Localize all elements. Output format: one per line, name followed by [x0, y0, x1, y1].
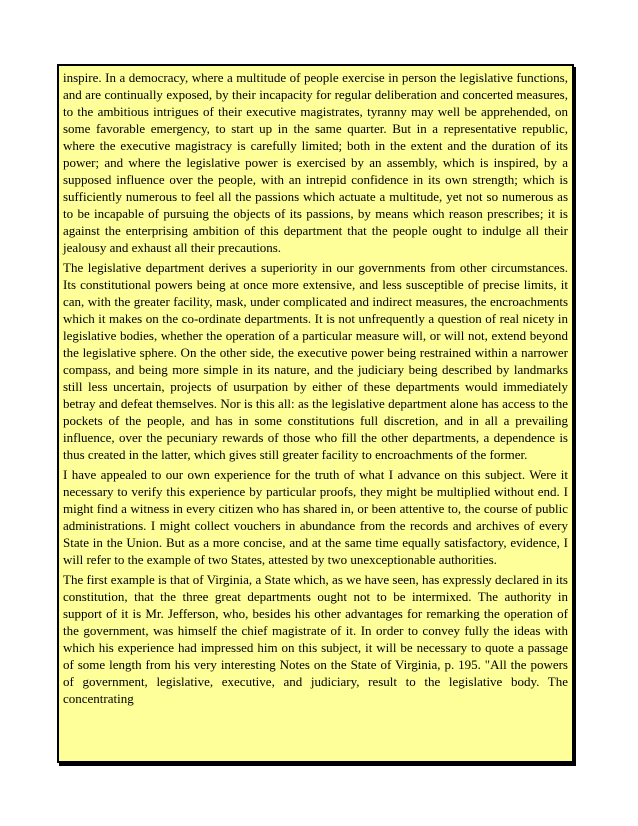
document-text-box [57, 64, 574, 763]
paragraph-1: inspire. In a democracy, where a multitude of people exercise in person the legislative functions, and are continually exposed, by their incapacity for regular deliberation and concerted measures, to the ambitious intrigues of their executive magistrates, tyranny may well be apprehended, on some favorable emergency, to start up in the same quarter. But in a representative republic, where the executive magistracy is carefully limited; both in the extent and the duration of its power; and where the legislative power is exercised by an assembly, which is inspired, by a supposed influence over the people, with an intrepid confidence in its own strength; which is sufficiently numerous to feel all the passions which actuate a multitude, yet not so numerous as to be incapable of pursuing the objects of its passions, by means which reason prescribes; it is against the enterprising ambition of this department that the people ought to indulge all their jealousy and exhaust all their precautions. [63, 70, 568, 255]
paragraph-3: I have appealed to our own experience for the truth of what I advance on this subject. Were it necessary to verify this experience by particular proofs, they might be multiplied without end. I might find a witness in every citizen who has shared in, or been attentive to, the course of public administrations. I might collect vouchers in abundance from the records and archives of every State in the Union. But as a more concise, and at the same time equally satisfactory, evidence, I will refer to the example of two States, attested by two unexceptionable authorities. [63, 467, 568, 567]
paragraph-4: The first example is that of Virginia, a State which, as we have seen, has expressly declared in its constitution, that the three great departments ought not to be intermixed. The authority in support of it is Mr. Jefferson, who, besides his other advantages for remarking the operation of the government, was himself the chief magistrate of it. In order to convey fully the ideas with which his experience had impressed him on this subject, it will be necessary to quote a passage of some length from his very interesting Notes on the State of Virginia, p. 195. "All the powers of government, legislative, executive, and judiciary, result to the legislative body. The concentrating [63, 572, 568, 706]
paragraph-2: The legislative department derives a superiority in our governments from other circumstances. Its constitutional powers being at once more extensive, and less susceptible of precise limits, it can, with the greater facility, mask, under complicated and indirect measures, the encroachments which it makes on the co-ordinate departments. It is not unfrequently a question of real nicety in legislative bodies, whether the operation of a particular measure will, or will not, extend beyond the legislative sphere. On the other side, the executive power being restrained within a narrower compass, and being more simple in its nature, and the judiciary being described by landmarks still less uncertain, projects of usurpation by either of these departments would immediately betray and defeat themselves. Nor is this all: as the legislative department alone has access to the pockets of the people, and has in some constitutions full discretion, and in all a prevailing influence, over the pecuniary rewards of those who fill the other departments, a dependence is thus created in the latter, which gives still greater facility to encroachments of the former. [63, 260, 568, 462]
